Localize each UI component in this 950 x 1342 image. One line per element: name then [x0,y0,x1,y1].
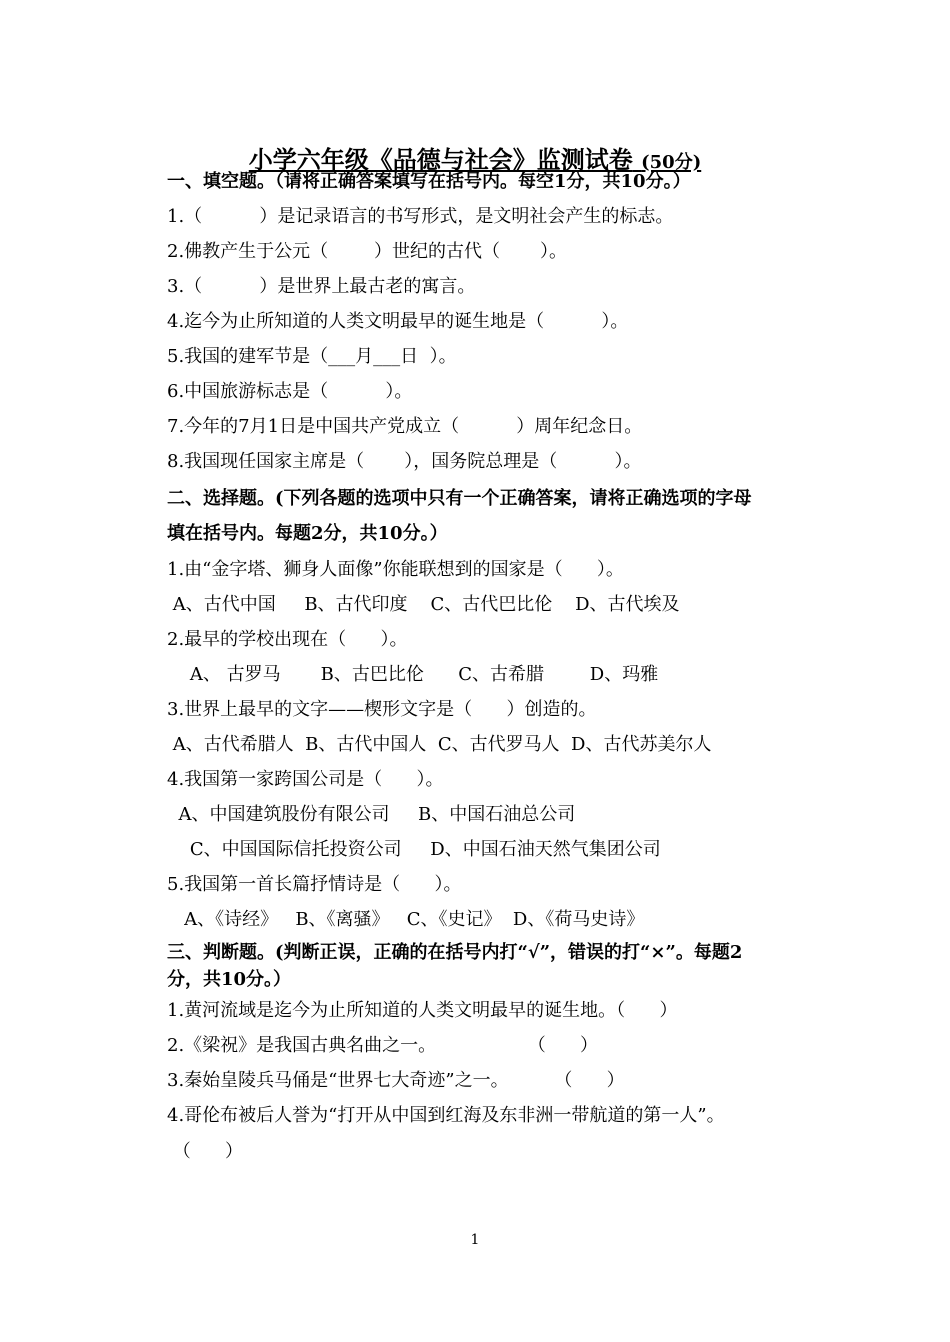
fill-question: 1.（ ）是记录语言的书写形式，是文明社会产生的标志。 [167,206,674,227]
fill-question: 2.佛教产生于公元（ ）世纪的古代（ ）。 [167,241,567,262]
fill-question: 3.（ ）是世界上最古老的寓言。 [167,276,476,297]
title-main: 小学六年级《品德与社会》监测试卷 [248,145,633,174]
judge-question: 2.《梁祝》是我国古典名曲之一。 （ ） [167,1035,599,1056]
fill-question: 6.中国旅游标志是（ ）。 [167,381,413,402]
choice-question: 2.最早的学校出现在（ ）。 [167,629,408,650]
choice-options: C、中国国际信托投资公司 D、中国石油天然气集团公司 [167,839,661,860]
choice-question: 5.我国第一首长篇抒情诗是（ ）。 [167,874,462,895]
page-number: 1 [470,1232,480,1248]
choice-options: A、古代中国 B、古代印度 C、古代巴比伦 D、古代埃及 [167,594,680,615]
choice-options: A、 古罗马 B、古巴比伦 C、古希腊 D、玛雅 [167,664,659,685]
choice-options: A、《诗经》 B、《离骚》 C、《史记》 D、《荷马史诗》 [167,909,645,930]
fill-question: 4.迄今为止所知道的人类文明最早的诞生地是（ ）。 [167,311,629,332]
judge-question: 3.秦始皇陵兵马俑是“世界七大奇迹”之一。 （ ） [167,1070,625,1091]
choice-options: A、中国建筑股份有限公司 B、中国石油总公司 [167,804,576,825]
choice-question: 1.由“金字塔、狮身人面像”你能联想到的国家是（ ）。 [167,559,624,580]
judge-answer-bracket: （ ） [167,1141,244,1162]
section3-heading: 三、判断题。(判断正误，正确的在括号内打“√”，错误的打“×”。每题2 [167,942,743,963]
title-score: (50分) [641,152,702,173]
choice-question: 3.世界上最早的文字——楔形文字是（ ）创造的。 [167,699,597,720]
choice-question: 4.我国第一家跨国公司是（ ）。 [167,769,444,790]
section2-heading-cont: 填在括号内。每题2分，共10分。） [167,523,448,544]
fill-question: 5.我国的建军节是（___月___日 ）。 [167,346,457,367]
section1-heading: 一、填空题。（请将正确答案填写在括号内。每空1分，共10分。） [167,171,691,192]
judge-question: 4.哥伦布被后人誉为“打开从中国到红海及东非洲一带航道的第一人”。 [167,1105,725,1126]
choice-options: A、古代希腊人 B、古代中国人 C、古代罗马人 D、古代苏美尔人 [167,734,712,755]
section3-heading-cont: 分，共10分。） [167,969,292,990]
section2-heading: 二、选择题。(下列各题的选项中只有一个正确答案，请将正确选项的字母 [167,488,752,509]
fill-question: 7.今年的7月1日是中国共产党成立（ ）周年纪念日。 [167,416,643,437]
fill-question: 8.我国现任国家主席是（ ），国务院总理是（ ）。 [167,451,642,472]
judge-question: 1.黄河流域是迄今为止所知道的人类文明最早的诞生地。（ ） [167,1000,678,1021]
